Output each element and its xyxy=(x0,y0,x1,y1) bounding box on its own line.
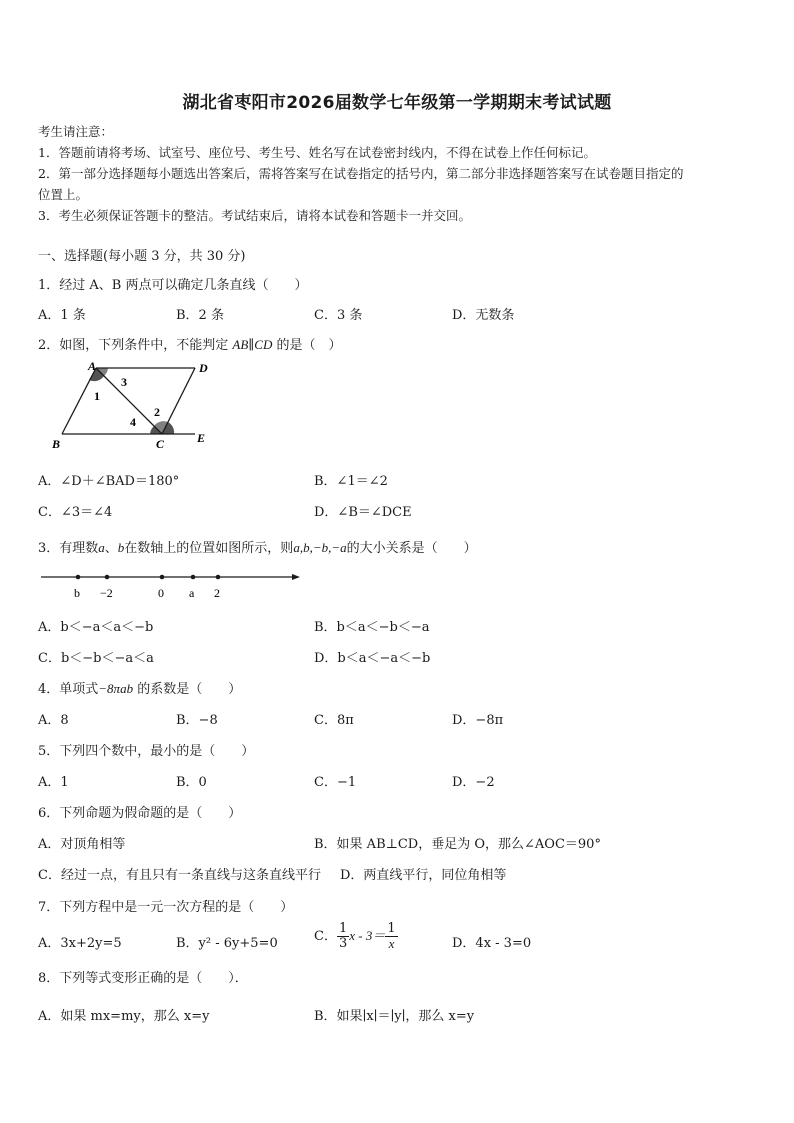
label-angle-3: 3 xyxy=(121,375,127,389)
point-b xyxy=(76,575,81,580)
q2-figure xyxy=(48,358,218,453)
q5-option-b: B．0 xyxy=(176,775,207,790)
nl-label-b: b xyxy=(74,586,80,600)
notice-heading: 考生请注意： xyxy=(38,124,114,139)
q4-option-d: D．−8π xyxy=(452,713,504,728)
q7-frac-1: $\frac{1}{3}$ xyxy=(338,921,348,951)
q1-option-a: A．1 条 xyxy=(38,308,86,323)
q3-stem-b: b xyxy=(117,540,125,555)
notice-item-1: 1．答题前请将考场、试室号、座位号、考生号、姓名写在试卷密封线内，不得在试卷上作任何标记。 xyxy=(38,145,596,160)
q2-option-b: B．∠1＝∠2 xyxy=(314,474,388,489)
q4-stem-post: 的系数是（ ） xyxy=(137,682,242,697)
question-3-stem xyxy=(38,537,477,556)
label-C: C xyxy=(156,437,165,451)
nl-label-0: 0 xyxy=(158,586,164,600)
q8-option-b: B．如果∣x∣＝∣y∣，那么 x=y xyxy=(314,1009,475,1024)
question-6-stem: 6．下列命题为假命题的是（ ） xyxy=(38,806,242,821)
notice-item-2: 2．第一部分选择题每小题选出答案后，需将答案写在试卷指定的括号内，第二部分非选择题答案写在试卷题目指定的 xyxy=(38,166,684,181)
label-D: D xyxy=(199,361,208,375)
point-neg2 xyxy=(105,575,110,580)
question-2-stem xyxy=(38,334,342,353)
question-1-stem: 1．经过 A、B 两点可以确定几条直线（ ） xyxy=(38,278,308,293)
q7-option-c-label: C． xyxy=(314,929,337,944)
question-4-stem xyxy=(38,678,241,697)
q3-stem-math: a,b,−b,−a xyxy=(293,540,347,555)
q1-option-d: D．无数条 xyxy=(452,308,515,323)
q3-number-line xyxy=(38,568,308,602)
q3-stem-a: a xyxy=(98,540,105,555)
point-0 xyxy=(160,575,165,580)
q4-stem-math: −8πab xyxy=(98,681,134,696)
q4-option-a: A．8 xyxy=(38,713,69,728)
question-8-stem: 8．下列等式变形正确的是（ ）． xyxy=(38,971,248,986)
label-A: A xyxy=(88,359,97,373)
q3-stem-pre: 3．有理数 xyxy=(38,541,99,556)
q1-option-b: B．2 条 xyxy=(176,308,224,323)
point-2 xyxy=(216,575,221,580)
arrow-head xyxy=(292,574,300,580)
q4-stem-pre: 4．单项式 xyxy=(38,682,99,697)
q6-option-a: A．对顶角相等 xyxy=(38,837,126,852)
notice-item-3: 3．考生必须保证答题卡的整洁。考试结束后，请将本试卷和答题卡一并交回。 xyxy=(38,208,471,223)
label-angle-2: 2 xyxy=(154,405,160,419)
q2-stem-math: AB∥CD xyxy=(232,337,273,352)
q2-stem-post: 的是（ ） xyxy=(276,338,342,353)
q3-stem-mid2: 在数轴上的位置如图所示，则 xyxy=(124,541,294,556)
q3-option-d: D．b＜a＜−a＜−b xyxy=(314,651,431,666)
question-5-stem: 5．下列四个数中，最小的是（ ） xyxy=(38,744,255,759)
nl-label-neg2: −2 xyxy=(100,586,113,600)
q7-option-c-mid: x - 3＝ xyxy=(349,928,386,943)
question-7-stem: 7．下列方程中是一元一次方程的是（ ） xyxy=(38,900,294,915)
q3-option-a: A．b＜−a＜a＜−b xyxy=(38,620,154,635)
q2-option-c: C．∠3＝∠4 xyxy=(38,505,113,520)
q1-option-c: C．3 条 xyxy=(314,308,363,323)
q7-frac-2: $\frac{1}{x}$ xyxy=(387,921,396,951)
q5-option-d: D．−2 xyxy=(452,775,495,790)
nl-label-a: a xyxy=(189,586,195,600)
label-E: E xyxy=(197,431,206,445)
q3-option-b: B．b＜a＜−b＜−a xyxy=(314,620,430,635)
label-B: B xyxy=(52,437,61,451)
section-heading: 一、选择题(每小题 3 分，共 30 分) xyxy=(38,249,246,264)
q2-option-d: D．∠B＝∠DCE xyxy=(314,505,412,520)
q6-option-c: C．经过一点，有且只有一条直线与这条直线平行 xyxy=(38,868,321,883)
nl-label-2: 2 xyxy=(214,586,220,600)
q7-option-c xyxy=(314,922,398,951)
q6-option-b: B．如果 AB⊥CD，垂足为 O，那么∠AOC＝90° xyxy=(314,837,601,852)
q2-option-a: A．∠D＋∠BAD＝180° xyxy=(38,474,180,489)
q7-option-b: B．y² - 6y+5=0 xyxy=(176,936,278,951)
q4-option-c: C．8π xyxy=(314,713,354,728)
q7-option-a: A．3x+2y=5 xyxy=(38,936,122,951)
page-title: 湖北省枣阳市2026届数学七年级第一学期期末考试试题 xyxy=(182,93,612,113)
label-angle-4: 4 xyxy=(130,415,136,429)
q4-option-b: B．−8 xyxy=(176,713,218,728)
label-angle-1: 1 xyxy=(94,389,100,403)
q2-stem-pre: 2．如图，下列条件中，不能判定 xyxy=(38,338,229,353)
q3-stem-mid: 、 xyxy=(104,541,118,556)
q8-option-a: A．如果 mx=my，那么 x=y xyxy=(38,1009,210,1024)
notice-item-2-cont: 位置上。 xyxy=(38,187,89,202)
q3-stem-post: 的大小关系是（ ） xyxy=(346,541,477,556)
q3-option-c: C．b＜−b＜−a＜a xyxy=(38,651,154,666)
point-a xyxy=(191,575,196,580)
q5-option-c: C．−1 xyxy=(314,775,357,790)
q7-option-d: D．4x - 3=0 xyxy=(452,936,532,951)
q5-option-a: A．1 xyxy=(38,775,69,790)
q6-option-d: D．两直线平行，同位角相等 xyxy=(340,868,507,883)
